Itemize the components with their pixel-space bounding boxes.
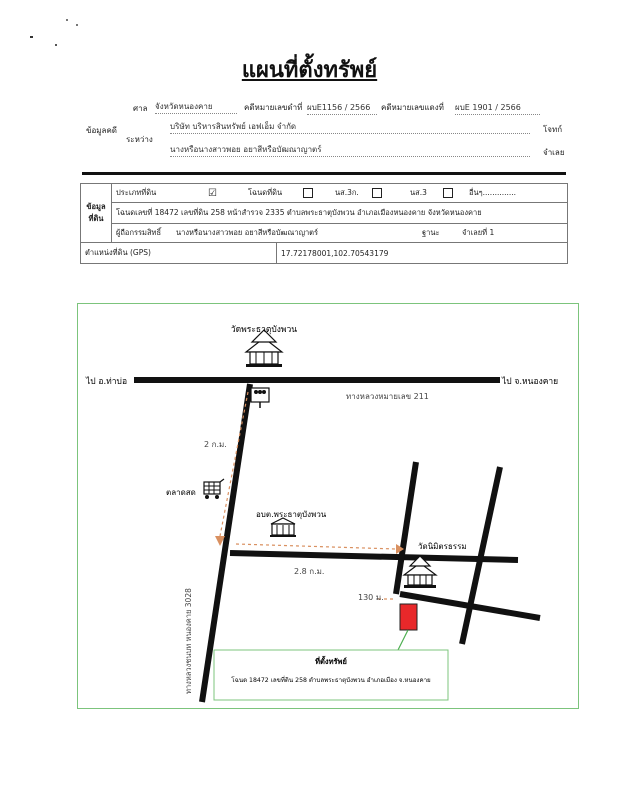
land-info-table	[80, 183, 568, 264]
dist-2km-label: 2 ก.ม.	[204, 440, 227, 449]
ns3k-checkbox-2[interactable]	[372, 188, 382, 198]
highway-211-label: ทางหลวงหมายเลข 211	[346, 392, 429, 401]
owner-row	[112, 224, 568, 243]
property-title: ที่ตั้งทรัพย์	[315, 657, 347, 666]
to-left-label: ไป อ.ท่าบ่อ	[86, 377, 128, 387]
ns3-label: นส.3	[410, 188, 427, 197]
to-right-label: ไป จ.หนองคาย	[502, 377, 559, 387]
owner-label: ผู้ถือกรรมสิทธิ์	[116, 228, 162, 237]
temple-top-icon	[246, 330, 282, 367]
plaintiff-value: บริษัท บริหารสินทรัพย์ เอฟเอ็ม จำกัด	[170, 120, 530, 134]
red-no-value: ผบE 1901 / 2566	[455, 101, 540, 115]
government-building-icon	[270, 518, 296, 537]
property-desc: โฉนด 18472 เลขที่ดิน 258 ตำบลพระธาตุบังพวน อำเภอเมือง จ.หนองคาย	[231, 677, 431, 684]
scan-speck	[30, 36, 33, 38]
other-label: อื่นๆ..............	[469, 188, 517, 197]
scan-speck	[55, 44, 57, 46]
defendant-role: จำเลย	[543, 148, 565, 157]
scan-speck	[66, 19, 68, 21]
page-title: แผนที่ตั้งทรัพย์	[241, 57, 378, 83]
temple-right-label: วัดนิมิตรธรรม	[418, 542, 467, 551]
black-no-label: คดีหมายเลขดำที่	[244, 103, 303, 112]
dist-28km-line	[236, 544, 396, 549]
property-marker	[400, 604, 417, 630]
defendant-value: นางหรือนางสาวพอย อยาสีหรือบัฒณาญาตร์	[170, 143, 530, 157]
ns3k-label: นส.3ก.	[335, 188, 359, 197]
market-cart-icon	[204, 479, 224, 499]
dist-28km-label: 2.8 ก.ม.	[294, 567, 325, 576]
local-road-right	[462, 467, 500, 644]
ns3k-checkbox[interactable]	[303, 188, 313, 198]
ns3-checkbox[interactable]	[443, 188, 453, 198]
local-road-horizontal	[230, 553, 518, 560]
title-deed-label: โฉนดที่ดิน	[248, 188, 283, 197]
plaintiff-role: โจทก์	[543, 125, 563, 134]
scan-speck	[76, 24, 78, 26]
map-svg	[78, 304, 578, 708]
between-label: ระหว่าง	[126, 135, 153, 144]
gps-label: ตำแหน่งที่ดิน (GPS)	[81, 243, 277, 264]
traffic-light-icon	[251, 388, 269, 408]
owner-value: นางหรือนางสาวพอย อยาสีหรือบัฒณาญาตร์	[176, 228, 319, 237]
status-value: จำเลยที่ 1	[462, 228, 495, 237]
status-label: ฐานะ	[422, 228, 440, 237]
rural-road-label: ทางหลวงชนบท หนองคาย 3028	[184, 588, 193, 694]
land-section-label: ข้อมูล ที่ดิน	[81, 184, 112, 243]
divider	[82, 172, 566, 175]
title-deed-checkbox[interactable]: ☑	[208, 187, 217, 199]
land-type-label: ประเภทที่ดิน	[116, 188, 157, 197]
red-no-label: คดีหมายเลขแดงที่	[381, 103, 444, 112]
deed-text: โฉนดเลขที่ 18472 เลขที่ดิน 258 หน้าสำรวจ 2335 ตำบลพระธาตุบังพวน อำเภอเมืองหนองคาย จังหวัดหนองคาย	[112, 203, 568, 224]
court-value: จังหวัดหนองคาย	[155, 100, 237, 114]
dist-130m-label: 130 ม.	[358, 593, 384, 602]
sao-label: อบต.พระธาตุบังพวน	[256, 510, 327, 519]
case-section-label: ข้อมูลคดี	[86, 126, 117, 135]
temple-top-label: วัดพระธาตุบังพวน	[230, 325, 298, 335]
market-label: ตลาดสด	[166, 488, 196, 497]
location-map	[77, 303, 579, 709]
court-label: ศาล	[133, 104, 148, 113]
gps-value: 17.72178001,102.70543179	[277, 243, 568, 264]
black-no-value: ผบE1156 / 2566	[307, 101, 377, 115]
land-type-row	[112, 184, 568, 203]
